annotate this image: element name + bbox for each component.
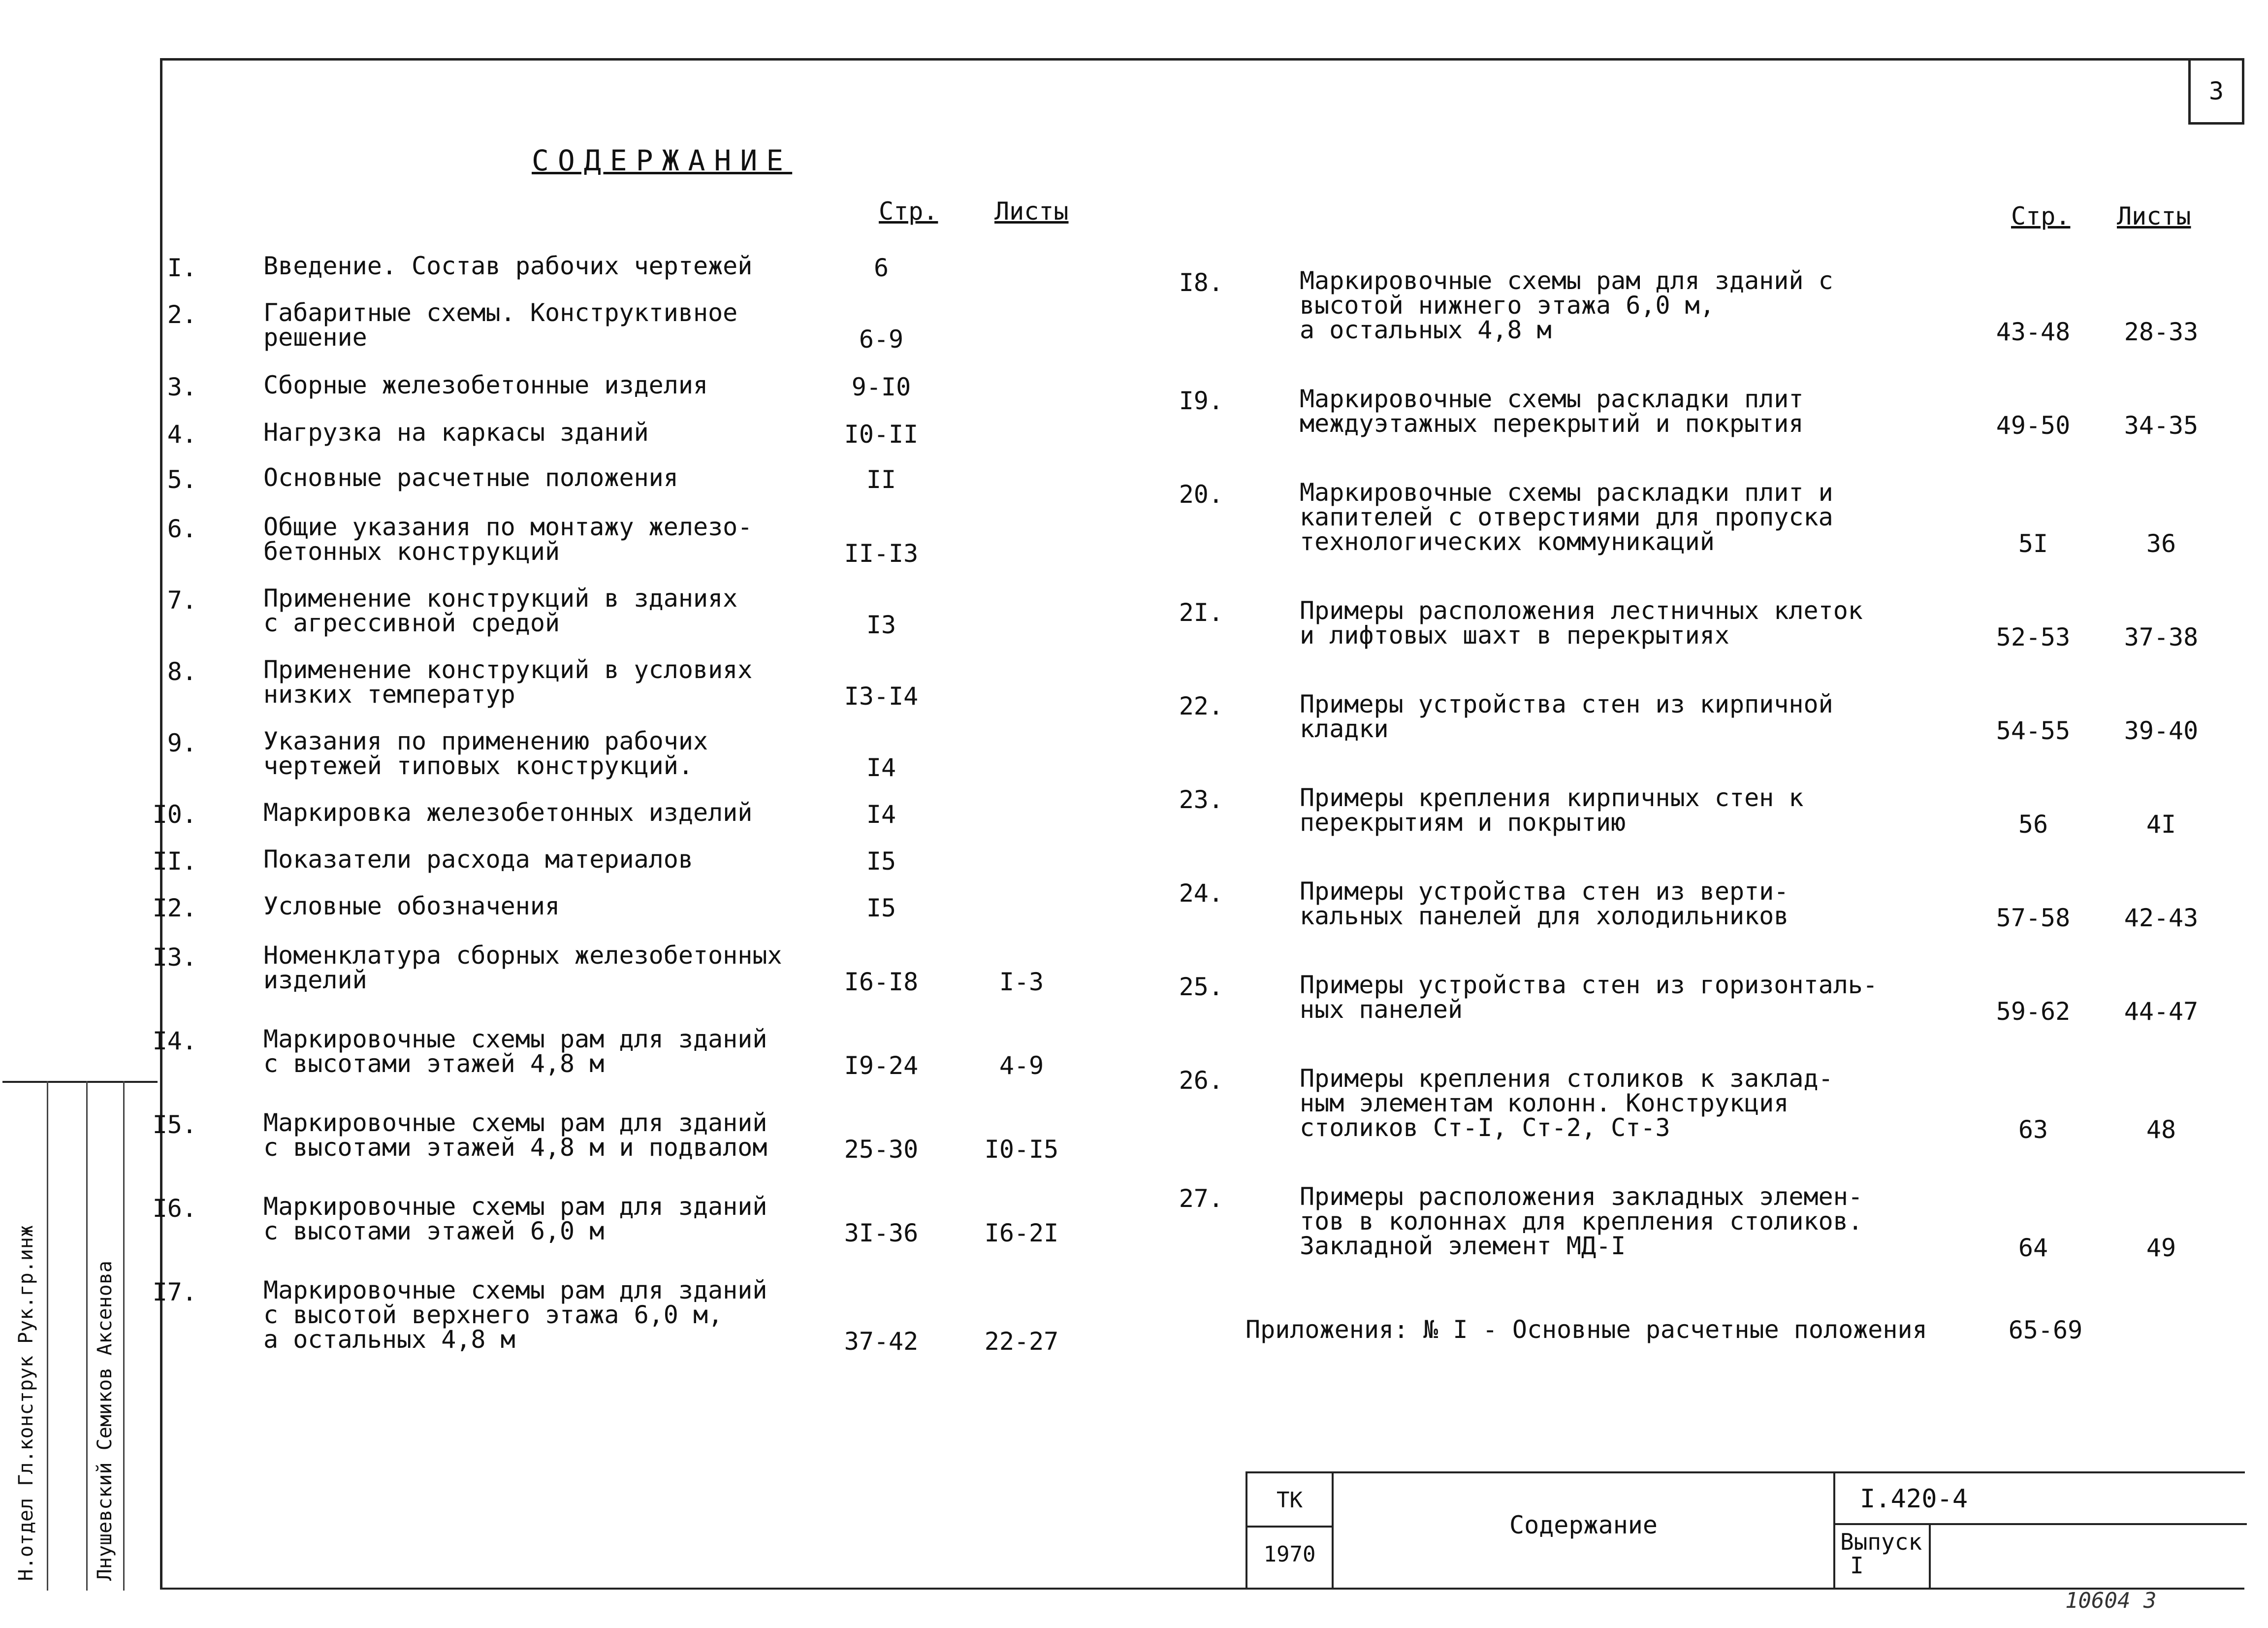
left-item-sheets: I0-I5 — [984, 1135, 1059, 1164]
right-item-title: Примеры устройства стен из кирпичной кладки — [1300, 690, 1833, 743]
left-item-sheets: I6-2I — [984, 1219, 1059, 1247]
right-item-page: 63 — [2018, 1115, 2048, 1144]
right-item-number: 20. — [1179, 480, 1223, 509]
left-item-number: I5. — [152, 1110, 197, 1139]
right-item-page: 5I — [2018, 529, 2048, 558]
signature-divider-3 — [123, 1081, 125, 1591]
left-item-number: I0. — [152, 800, 197, 829]
right-item-sheets: 34-35 — [2124, 411, 2199, 440]
left-item-title: Маркировочные схемы рам для зданий с высотами этажей 4,8 м и подвалом — [263, 1108, 767, 1162]
left-item-title: Маркировка железобетонных изделий — [263, 798, 753, 827]
left-item-page: II — [866, 465, 896, 494]
right-header-sheets: Листы — [2117, 202, 2191, 230]
left-item-number: 2. — [167, 300, 197, 329]
right-item-sheets: 48 — [2146, 1115, 2176, 1144]
left-item-page: 25-30 — [844, 1135, 919, 1164]
right-item-number: I8. — [1179, 268, 1223, 297]
left-item-page: II-I3 — [844, 539, 919, 568]
left-item-sheets: I-3 — [999, 968, 1044, 996]
left-item-title: Применение конструкций в зданиях с агрессивной средой — [263, 584, 738, 637]
left-item-title: Введение. Состав рабочих чертежей — [263, 252, 753, 280]
left-item-page: I0-II — [844, 420, 919, 449]
left-item-page: 3I-36 — [844, 1219, 919, 1247]
left-item-number: 9. — [167, 729, 197, 757]
left-item-number: I7. — [152, 1278, 197, 1306]
left-item-number: I. — [167, 254, 197, 282]
right-item-number: 2I. — [1179, 598, 1223, 627]
left-item-number: 8. — [167, 657, 197, 686]
left-item-title: Маркировочные схемы рам для зданий с высотой верхнего этажа 6,0 м, а остальных 4,8 м — [263, 1276, 767, 1354]
left-item-page: 6-9 — [859, 325, 904, 354]
left-item-title: Сборные железобетонные изделия — [263, 371, 708, 399]
right-item-number: 22. — [1179, 692, 1223, 720]
right-item-title: Маркировочные схемы раскладки плит междуэтажных перекрытий и покрытия — [1300, 385, 1804, 438]
right-item-title: Примеры расположения закладных элемен- тов в колоннах для крепления столиков. Закладной элемент МД-I — [1300, 1182, 1863, 1260]
right-item-sheets: 49 — [2146, 1234, 2176, 1262]
title-block-org: ТК — [1247, 1473, 1332, 1528]
left-item-title: Маркировочные схемы рам для зданий с высотами этажей 6,0 м — [263, 1192, 767, 1245]
left-item-title: Нагрузка на каркасы зданий — [263, 418, 649, 447]
left-item-number: 5. — [167, 465, 197, 494]
right-item-sheets: 28-33 — [2124, 318, 2199, 346]
title-block-divider — [1929, 1525, 1931, 1589]
title-block-code: I.420-4 — [1835, 1473, 2247, 1525]
left-item-page: 37-42 — [844, 1327, 919, 1356]
right-item-sheets: 42-43 — [2124, 904, 2199, 932]
right-item-title: Маркировочные схемы раскладки плит и капителей с отверстиями для пропуска технологических коммуникаций — [1300, 478, 1833, 556]
title-block — [1246, 1471, 2245, 1590]
right-item-number: 23. — [1179, 785, 1223, 814]
left-item-title: Основные расчетные положения — [263, 463, 678, 492]
left-item-page: I4 — [866, 753, 896, 782]
left-item-title: Маркировочные схемы рам для зданий с высотами этажей 4,8 м — [263, 1025, 767, 1078]
right-item-number: 24. — [1179, 879, 1223, 908]
right-item-sheets: 36 — [2146, 529, 2176, 558]
left-item-page: 9-I0 — [851, 373, 911, 401]
left-item-number: 3. — [167, 373, 197, 401]
issue-label: Выпуск — [1840, 1529, 1922, 1555]
left-item-page: I5 — [866, 847, 896, 876]
left-item-title: Указания по применению рабочих чертежей типовых конструкций. — [263, 727, 708, 780]
left-header-page: Стр. — [879, 197, 938, 226]
right-item-page: 64 — [2018, 1234, 2048, 1262]
left-item-title: Габаритные схемы. Конструктивное решение — [263, 298, 738, 352]
right-item-title: Примеры крепления кирпичных стен к перекрытиям и покрытию — [1300, 783, 1804, 837]
left-item-title: Показатели расхода материалов — [263, 845, 693, 874]
right-item-page: 52-53 — [1996, 623, 2071, 651]
page-title: СОДЕРЖАНИЕ — [532, 144, 793, 177]
right-item-page: 59-62 — [1996, 997, 2071, 1026]
left-item-number: 6. — [167, 515, 197, 543]
appendix-page: 65-69 — [2008, 1316, 2083, 1344]
right-item-title: Примеры устройства стен из горизонталь- ных панелей — [1300, 971, 1878, 1024]
left-item-number: I6. — [152, 1194, 197, 1223]
signature-names: Лнушевский Семиков Аксенова — [94, 1260, 116, 1581]
right-item-page: 49-50 — [1996, 411, 2071, 440]
left-item-page: I3 — [866, 611, 896, 639]
left-item-title: Условные обозначения — [263, 892, 560, 920]
left-item-sheets: 4-9 — [999, 1051, 1044, 1080]
signature-divider-2 — [86, 1081, 88, 1591]
left-item-number: II. — [152, 847, 197, 876]
left-header-sheets: Листы — [994, 197, 1069, 226]
right-item-page: 57-58 — [1996, 904, 2071, 932]
right-item-sheets: 39-40 — [2124, 716, 2199, 745]
sheet-number: 3 — [2188, 58, 2244, 125]
left-item-page: I3-I4 — [844, 682, 919, 711]
left-item-page: 6 — [873, 254, 889, 282]
title-block-year: 1970 — [1263, 1542, 1316, 1567]
right-item-page: 56 — [2018, 810, 2048, 839]
right-item-sheets: 37-38 — [2124, 623, 2199, 651]
signature-divider-1 — [47, 1081, 48, 1591]
right-item-number: 27. — [1179, 1184, 1223, 1213]
left-item-number: 4. — [167, 420, 197, 449]
left-item-number: I3. — [152, 943, 197, 972]
inventory-number: 10604 3 — [2065, 1588, 2157, 1613]
left-item-number: I4. — [152, 1027, 197, 1055]
right-item-sheets: 44-47 — [2124, 997, 2199, 1026]
right-item-sheets: 4I — [2146, 810, 2176, 839]
right-item-number: I9. — [1179, 387, 1223, 415]
right-item-title: Примеры устройства стен из верти- кальных панелей для холодильников — [1300, 877, 1789, 930]
right-item-title: Примеры крепления столиков к заклад- ным элементам колонн. Конструкция столиков Ст-I, Ст-2, Ст-3 — [1300, 1064, 1833, 1142]
right-header-page: Стр. — [2011, 202, 2071, 230]
title-block-issue — [1840, 1530, 1922, 1577]
signature-positions: Н.отдел Гл.конструк Рук.гр.инж — [15, 1225, 37, 1581]
left-item-page: I5 — [866, 894, 896, 922]
left-item-number: 7. — [167, 586, 197, 615]
left-item-title: Применение конструкций в условиях низких температур — [263, 655, 753, 709]
right-item-number: 25. — [1179, 973, 1223, 1001]
left-item-page: I6-I8 — [844, 968, 919, 996]
title-block-name: Содержание — [1509, 1511, 1658, 1539]
title-block-code-cell — [1833, 1473, 2247, 1590]
left-item-sheets: 22-27 — [984, 1327, 1059, 1356]
issue-value: I — [1850, 1552, 1864, 1579]
right-item-number: 26. — [1179, 1066, 1223, 1095]
left-item-number: I2. — [152, 894, 197, 922]
right-item-title: Маркировочные схемы рам для зданий с высотой нижнего этажа 6,0 м, а остальных 4,8 м — [1300, 266, 1833, 344]
left-item-title: Общие указания по монтажу железо- бетонных конструкций — [263, 513, 753, 566]
left-item-title: Номенклатура сборных железобетонных изделий — [263, 941, 782, 994]
title-block-org-cell — [1247, 1473, 1334, 1590]
right-item-title: Примеры расположения лестничных клеток и лифтовых шахт в перекрытиях — [1300, 596, 1863, 650]
left-item-page: I9-24 — [844, 1051, 919, 1080]
right-item-page: 54-55 — [1996, 716, 2071, 745]
appendix-text: Приложения: № I - Основные расчетные положения — [1246, 1315, 1927, 1344]
right-item-page: 43-48 — [1996, 318, 2071, 346]
signature-block — [0, 1081, 160, 1591]
left-item-page: I4 — [866, 800, 896, 829]
